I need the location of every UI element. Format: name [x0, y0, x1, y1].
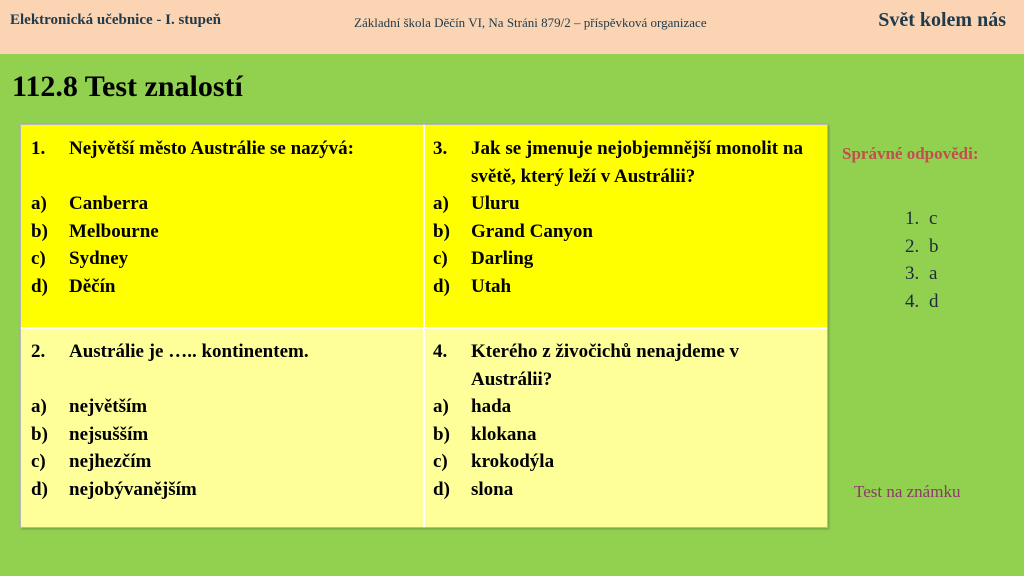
option-d[interactable] — [433, 273, 819, 301]
option-text: Uluru — [471, 193, 520, 214]
answer-item — [905, 260, 939, 288]
option-a[interactable] — [31, 190, 415, 218]
answer-item — [905, 288, 939, 316]
answer-number: 3. — [905, 263, 920, 284]
option-text: Utah — [471, 275, 512, 297]
option-text: nejhezčím — [69, 451, 152, 472]
option-d[interactable] — [31, 476, 415, 504]
option-text: největším — [69, 396, 148, 417]
option-c[interactable] — [31, 448, 415, 476]
option-letter: a) — [433, 396, 449, 417]
option-text: hada — [471, 396, 512, 417]
question-number: 1. — [31, 138, 46, 159]
option-letter: a) — [31, 396, 47, 417]
option-text: Darling — [471, 248, 534, 269]
graded-test-link[interactable]: Test na známku — [854, 482, 961, 501]
header-subject: Svět kolem nás — [878, 9, 1006, 31]
question-number: 2. — [31, 341, 46, 362]
option-letter: c) — [31, 451, 46, 472]
answer-item — [905, 205, 939, 233]
correct-answers-heading: Správné odpovědi: — [842, 144, 979, 163]
table-divider-vertical — [423, 125, 425, 527]
option-d[interactable] — [433, 476, 819, 504]
question-cell-3 — [423, 125, 827, 328]
answer-value: c — [929, 208, 938, 229]
option-text: Canberra — [69, 193, 149, 214]
option-letter: d) — [433, 478, 450, 500]
header-school-name: Základní škola Děčín VI, Na Stráni 879/2 – příspěvková organizace — [354, 15, 707, 30]
option-text: Děčín — [69, 275, 116, 297]
option-text: krokodýla — [471, 451, 555, 472]
option-letter: c) — [31, 248, 46, 269]
option-b[interactable] — [433, 421, 819, 449]
option-b[interactable] — [31, 421, 415, 449]
option-letter: c) — [433, 248, 448, 269]
option-text: slona — [471, 478, 514, 500]
option-a[interactable] — [31, 393, 415, 421]
question-cell-1 — [21, 125, 423, 328]
option-letter: d) — [31, 478, 48, 500]
correct-answers-list — [905, 205, 939, 315]
option-b[interactable] — [433, 218, 819, 246]
option-letter: a) — [31, 193, 47, 214]
answer-number: 1. — [905, 208, 920, 229]
header-bar — [0, 0, 1024, 54]
option-letter: b) — [433, 423, 450, 445]
option-text: nejobývanějším — [69, 478, 197, 500]
option-letter: d) — [31, 275, 48, 297]
question-number: 4. — [433, 341, 448, 362]
option-a[interactable] — [433, 190, 819, 218]
question-text: Jak se jmenuje nejobjemnější monolit na světě, který leží v Austrálii? — [471, 138, 803, 187]
option-text: Sydney — [69, 248, 129, 269]
page-title: 112.8 Test znalostí — [12, 70, 243, 103]
option-c[interactable] — [433, 448, 819, 476]
option-letter: d) — [433, 275, 450, 297]
header-textbook-name: Elektronická učebnice - I. stupeň — [10, 12, 221, 28]
answer-number: 4. — [905, 290, 920, 312]
option-letter: b) — [31, 220, 48, 242]
option-letter: a) — [433, 193, 449, 214]
option-text: klokana — [471, 423, 537, 445]
option-text: Grand Canyon — [471, 220, 593, 242]
question-text: Kterého z živočichů nenajdeme v Austrálii? — [471, 341, 740, 390]
answer-item — [905, 233, 939, 261]
question-text: Největší město Austrálie se nazývá: — [69, 138, 354, 159]
option-c[interactable] — [433, 245, 819, 273]
answer-value: a — [929, 263, 938, 284]
option-c[interactable] — [31, 245, 415, 273]
option-d[interactable] — [31, 273, 415, 301]
option-letter: b) — [31, 423, 48, 445]
option-text: nejsušším — [69, 423, 149, 445]
answer-number: 2. — [905, 235, 920, 257]
table-divider-horizontal — [21, 327, 827, 329]
option-text: Melbourne — [69, 220, 159, 242]
question-text: Austrálie je ….. kontinentem. — [69, 341, 309, 362]
answer-value: d — [929, 290, 939, 312]
option-b[interactable] — [31, 218, 415, 246]
option-letter: b) — [433, 220, 450, 242]
option-a[interactable] — [433, 393, 819, 421]
question-cell-2 — [21, 328, 423, 527]
option-letter: c) — [433, 451, 448, 472]
question-number: 3. — [433, 138, 448, 159]
quiz-table — [20, 124, 828, 528]
answer-value: b — [929, 235, 939, 257]
question-cell-4 — [423, 328, 827, 527]
